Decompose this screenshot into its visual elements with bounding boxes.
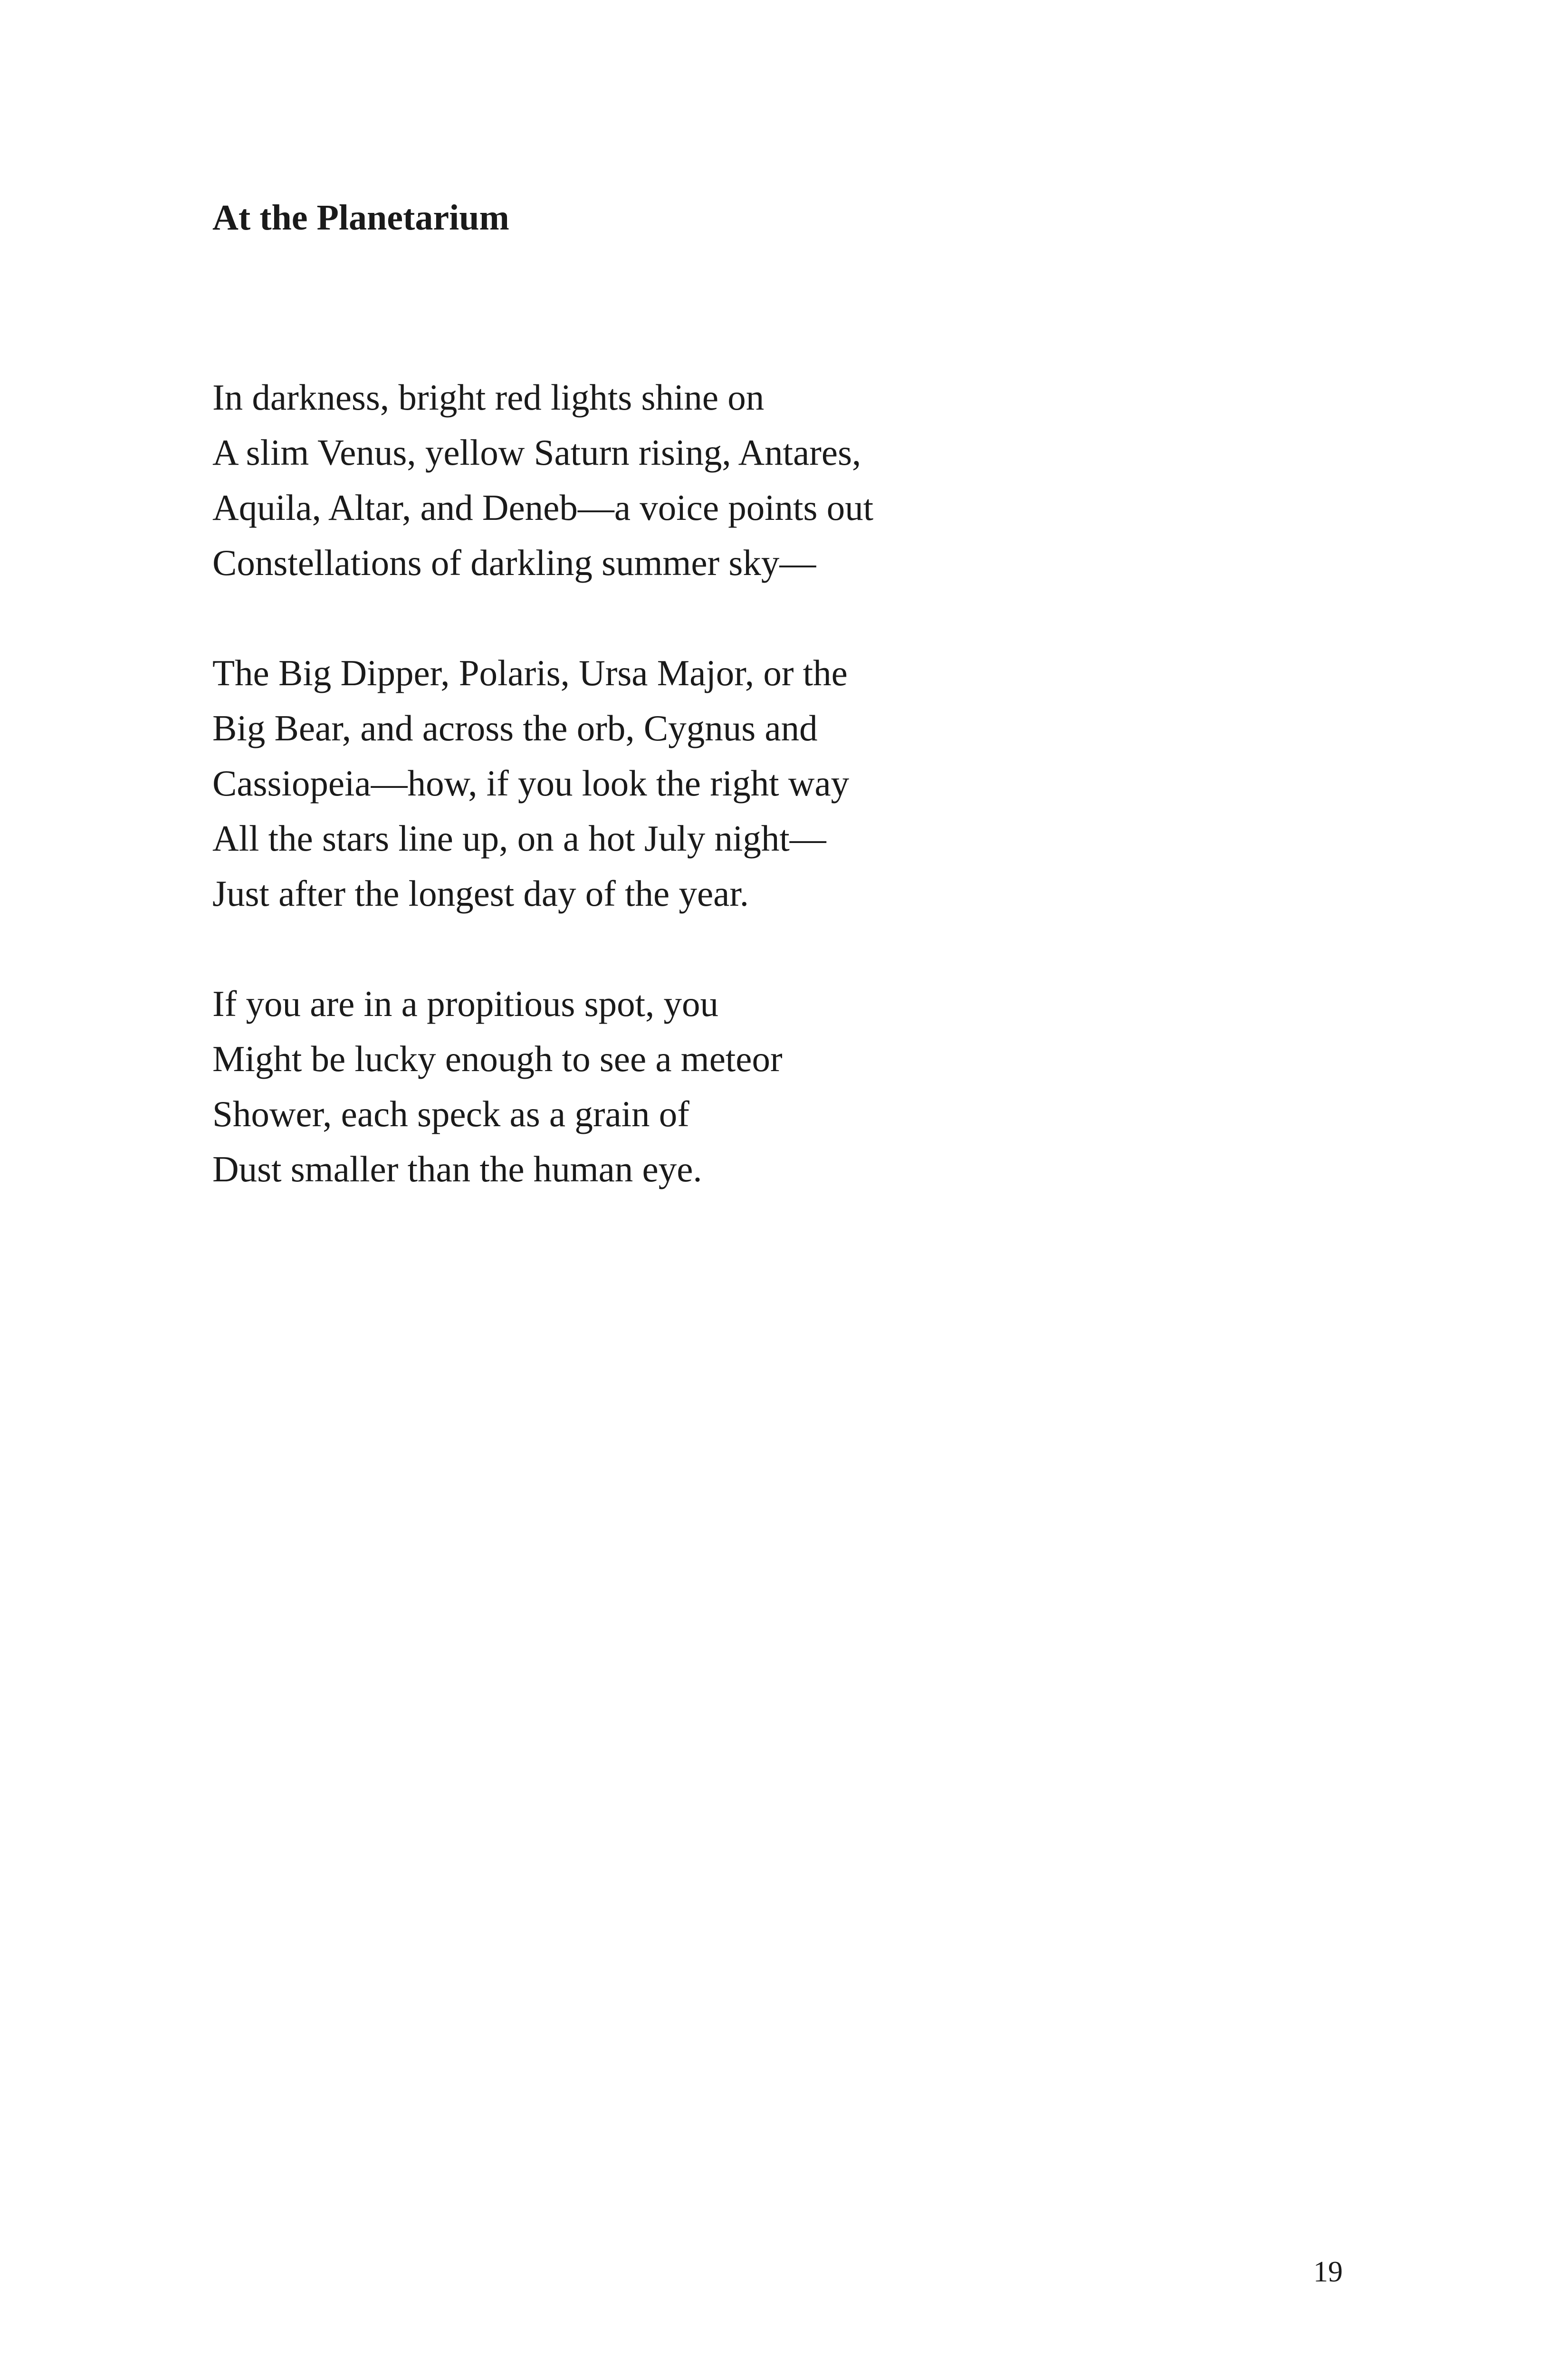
poem-line: Just after the longest day of the year. [212,873,749,914]
stanza-3 [212,976,1258,1197]
poem-line: Dust smaller than the human eye. [212,1149,702,1189]
poem-line: The Big Dipper, Polaris, Ursa Major, or the [212,652,848,693]
poem-body [212,370,1258,1252]
stanza-2 [212,645,1258,921]
poem-line: Constellations of darkling summer sky— [212,542,816,583]
page-number: 19 [1313,2256,1343,2288]
poem-line: All the stars line up, on a hot July night— [212,818,826,859]
poem-line: If you are in a propitious spot, you [212,983,718,1024]
poem-line: Big Bear, and across the orb, Cygnus and [212,708,818,748]
poem-line: Might be lucky enough to see a meteor [212,1038,783,1079]
poem-line: Cassiopeia—how, if you look the right way [212,763,850,804]
stanza-1 [212,370,1258,590]
poem-title: At the Planetarium [212,198,509,238]
poem-line: Shower, each speck as a grain of [212,1093,689,1134]
poem-line: Aquila, Altar, and Deneb—a voice points out [212,487,874,528]
poem-line: A slim Venus, yellow Saturn rising, Antares, [212,432,861,473]
poem-line: In darkness, bright red lights shine on [212,377,765,418]
